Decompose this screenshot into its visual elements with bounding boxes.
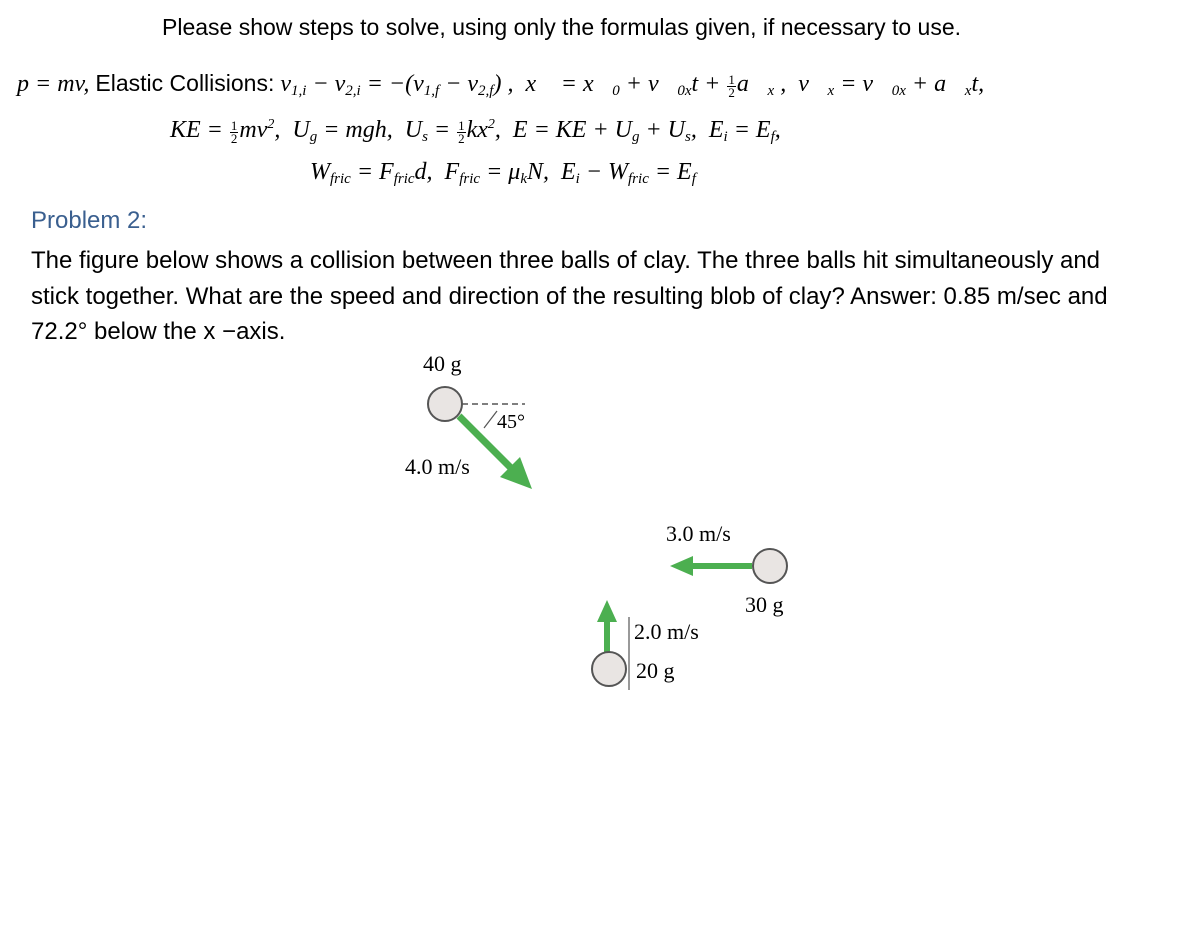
instruction-text: Please show steps to solve, using only the formulas given, if necessary to use.: [162, 14, 962, 40]
formula-line-2: KE = $\frac{1}{2}$ $mv^2$, $U_g$ = mgh, $U_s$ = $\frac{1}{2}$ $kx^2$, E = KE + $U_g + U_s$, $E_i = E_f$,: [170, 117, 781, 146]
ball1-angle-label: 45°: [497, 411, 525, 433]
ball3-arrow-head: [597, 600, 617, 622]
problem-text: The figure below shows a collision between three balls of clay. The three balls hit simultaneously and stick together. What are the speed and direction of the resulting blob of clay? Answer: 0.85 m/sec and 72.2° below the x −axis.: [31, 247, 1108, 345]
ball1-clay: [428, 387, 462, 421]
ball2-clay: [753, 549, 787, 583]
elastic-collisions-label: Elastic Collisions:: [95, 70, 275, 96]
ball2-arrow-head: [670, 556, 693, 576]
ball2-speed-label: 3.0 m/s: [666, 521, 731, 546]
ball3-clay: [592, 652, 626, 686]
ball2-mass-label: 30 g: [745, 592, 784, 617]
ball1-mass-label: 40 g: [423, 351, 462, 376]
formula-line-1: p = mv, Elastic Collisions: $v_{1,i} - v_{2,i} = -(v_{1,f} - v_{2,f})$ , x⃗ = $x⃗_0$ + $v⃗_{0x}t$ + $\frac{1}{2}$ $a⃗_x$ , $v⃗_x$ = $v⃗_{0x}$ + $a⃗_xt$,: [17, 70, 985, 100]
ball1-speed-label: 4.0 m/s: [405, 454, 470, 479]
problem-title: Problem 2:: [31, 207, 148, 234]
ball3-speed-label: 2.0 m/s: [634, 619, 699, 644]
ball1-angle-guide: [484, 411, 497, 428]
ball3-mass-label: 20 g: [636, 658, 675, 683]
formula-line-3: $W_{fric} = F_{fric}d$, $F_{fric} = \mu_kN$, $E_i - W_{fric} = E_f$: [310, 159, 696, 187]
